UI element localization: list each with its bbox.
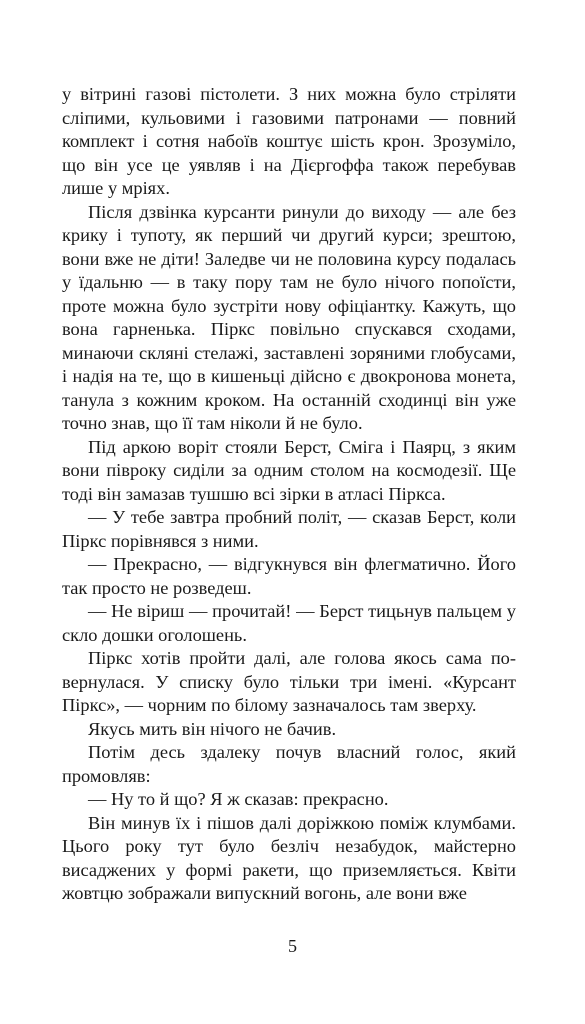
page-number: 5 [288,936,297,956]
paragraph-5: — Прекрасно, — відгукнувся він флегматично. Його так просто не розведеш. [62,554,516,598]
page-text [62,83,516,906]
paragraph-3: Під аркою воріт стояли Берст, Сміга і Паярц, з яким вони півроку сиділи за одним столом на космодезії. Ще тоді він замазав тушшю всі зірки в атласі Піркса. [62,436,516,504]
paragraph-8: Якусь мить він нічого не бачив. [88,718,337,739]
paragraph-6: — Не віриш — прочитай! — Берст тицьнув пальцем у скло дошки оголошень. [62,601,516,645]
paragraph-10: — Ну то й що? Я ж сказав: прекрасно. [88,789,389,809]
paragraph-2: Після дзвінка курсанти ринули до виходу — але без крику і тупоту, як перший чи другий курси; зрештою, вони вже не діти! Заледве чи не половина курсу подалась у їдальню — в таку пору там не було нічого попоїсти, проте можна було зустріти нову офіціантку. Кажуть, що вона гарненька. Піркс повільно спускався сходами, минаючи скляні стелажі, заставлені зоряними глобусами, і надія на те, що в кишеньці дійсно є двокронова монета, танула з кожним кроком. На останній сходинці він уже точно знав, що її там ніколи й не було. [62,201,516,433]
paragraph-1: у вітрині газові пістолети. З них можна було стріляти сліпими, кульовими і газовими патронами — повний комплект і сотня набоїв коштує шість крон. Зрозуміло, що він усе це уявляв і на Дієргоффа також перебував лише у мріях. [62,84,516,198]
paragraph-11: Він минув їх і пішов далі доріжкою поміж клумбами. Цього року тут було безліч незабудок, майстерно висаджених у формі ракети, що приземляється. Квіти жовтцю зображали випускний вогонь, але вони вже [62,812,516,903]
paragraph-4: — У тебе завтра пробний політ, — сказав Берст, коли Піркс порівнявся з ними. [62,507,516,551]
paragraph-9: Потім десь здалеку почув власний голос, який промовляв: [62,742,516,786]
paragraph-7: Піркс хотів пройти далі, але голова якось сама повернулася. У списку було тільки три імені. «Курсант Піркс», — чорним по білому зазначалось там зверху. [62,648,516,715]
